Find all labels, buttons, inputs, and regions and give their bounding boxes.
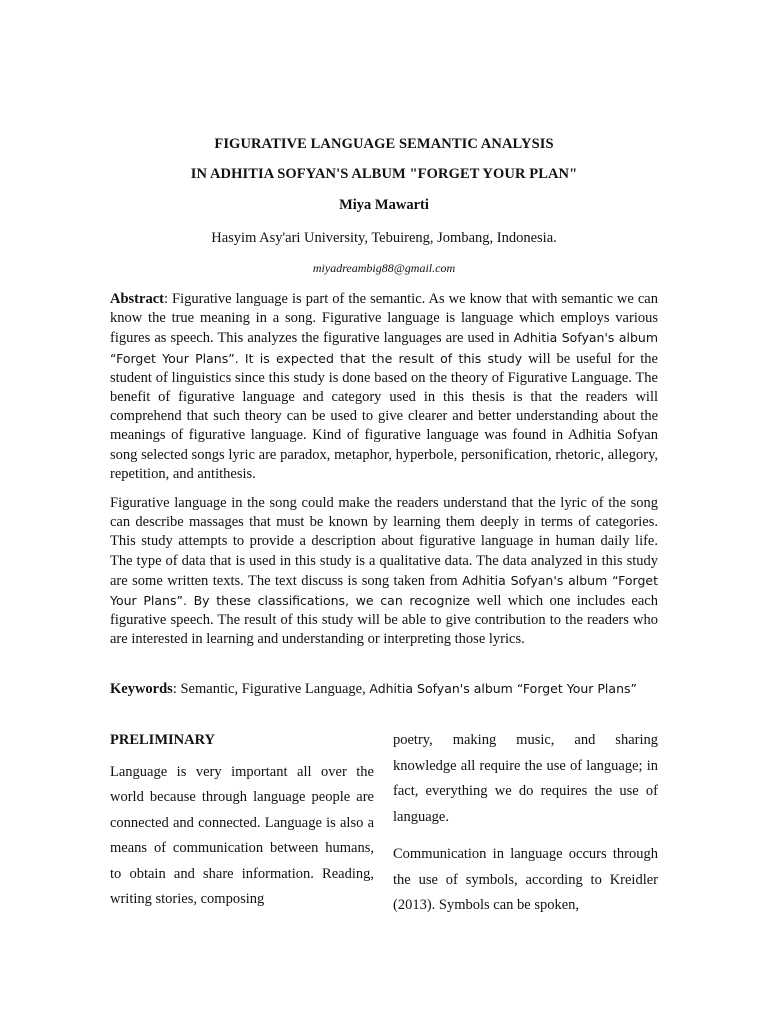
author-name: Miya Mawarti xyxy=(339,197,429,213)
abstract-text-b: Adhitia Sofyan's album “Forget Your Plans”. It is expected that the result of this study xyxy=(110,330,659,366)
paragraph2-text-b: Adhitia Sofyan's album “Forget Your Plans”. By these classifications, we can recognize xyxy=(110,572,658,609)
right-column xyxy=(393,728,658,919)
paper-title-line-1: FIGURATIVE LANGUAGE SEMANTIC ANALYSIS xyxy=(214,136,554,152)
keywords-label: Keywords xyxy=(110,681,173,697)
keywords-text-a: : Semantic, Figurative Language, xyxy=(172,681,370,697)
abstract-text-a: : Figurative language is part of the semantic. As we know that with semantic we can know the true meaning in a song. Figurative language is language which employs various figures as speech. This analyzes the figurative languages are used in xyxy=(110,291,658,347)
author-email: miyadreambig88@gmail.com xyxy=(312,261,456,275)
author-affiliation: Hasyim Asy'ari University, Tebuireng, Jombang, Indonesia. xyxy=(211,230,557,246)
section-heading-preliminary: PRELIMINARY xyxy=(110,732,216,748)
abstract-label: Abstract xyxy=(110,291,164,307)
abstract-text-c: will be useful for the student of linguistics since this study is done based on the theory of Figurative Language. The benefit of figurative language and category used in this thesis is that the readers will comprehend that such theory can be used to give clearer and better understanding about the meanings of figurative language. Kind of figurative language was found in Adhitia Sofyan song selected songs lyric are paradox, metaphor, hyperbole, personification, rhetoric, allegory, repetition, and antithesis. xyxy=(110,350,658,482)
right-column-para-1: poetry, making music, and sharing knowledge all require the use of language; in fact, everything we do requires the use of language. xyxy=(393,732,658,825)
abstract-paragraph-2 xyxy=(110,494,658,650)
paper-title-line-2: IN ADHITIA SOFYAN'S ALBUM "FORGET YOUR PLAN" xyxy=(190,166,578,182)
left-column xyxy=(110,728,374,913)
abstract-paragraph xyxy=(110,290,658,484)
keywords-line xyxy=(110,679,658,699)
keywords-text-b: Adhitia Sofyan's album “Forget Your Plans” xyxy=(369,681,637,696)
paragraph2-text-a: Figurative language in the song could make the readers understand that the lyric of the song can describe massages that must be known by learning them deeply in terms of categories. This study attempts to provide a description about figurative language in human daily life. The type of data that is used in this study is a qualitative data. The data analyzed in this study are some written texts. The text discuss is song taken from xyxy=(110,495,658,589)
left-column-text: Language is very important all over the world because through language people are connected and connected. Language is also a means of communication between humans, to obtain and share information. Reading, writing stories, composing xyxy=(110,763,374,907)
right-column-para-2: Communication in language occurs through the use of symbols, according to Kreidler (2013). Symbols can be spoken, xyxy=(393,846,658,913)
paragraph2-text-c: well which one includes each figurative speech. The result of this study will be able to give contribution to the readers who are interested in learning and understanding or interpreting those lyrics. xyxy=(110,593,658,648)
